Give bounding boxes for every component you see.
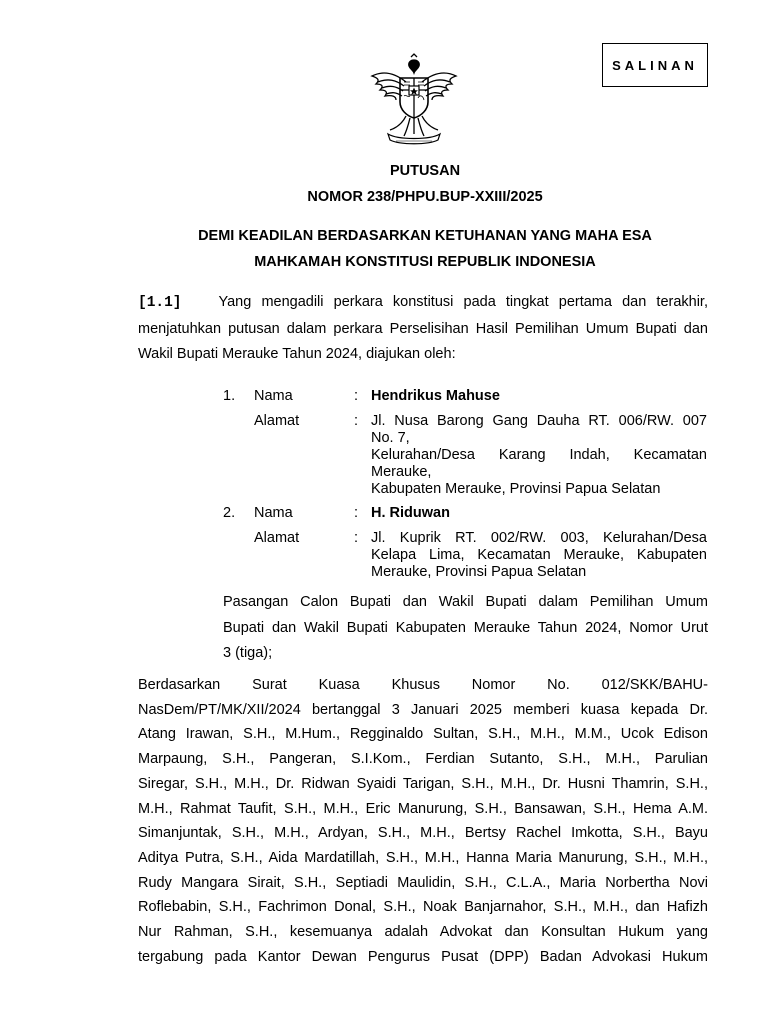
body-line: tergabung pada Kantor Dewan Pengurus Pusat (DPP) Badan Advokasi Hukum bbox=[138, 948, 708, 965]
body-line: Aditya Putra, S.H., Aida Mardatillah, S.H., M.H., Hanna Maria Manurung, S.H., M.H., bbox=[138, 849, 708, 866]
body-line: Marpaung, S.H., Pangeran, S.I.Kom., Ferdian Sutanto, S.H., M.H., Parulian bbox=[138, 751, 708, 768]
address-line: Merauke, bbox=[371, 464, 432, 480]
body-line: Berdasarkan Surat Kuasa Khusus Nomor No. 012/SKK/BAHU- bbox=[138, 677, 708, 693]
address-line: Merauke, Provinsi Papua Selatan bbox=[371, 564, 587, 580]
body-line: Siregar, S.H., M.H., Dr. Ridwan Syaidi Tarigan, S.H., M.H., Dr. Husni Thamrin, S.H., bbox=[138, 775, 708, 792]
party-address-label: Alamat bbox=[254, 413, 300, 429]
candidate-line: Pasangan Calon Bupati dan Wakil Bupati dalam Pemilihan Umum bbox=[223, 594, 708, 610]
power-of-attorney-paragraph bbox=[138, 673, 708, 969]
party-address-label: Alamat bbox=[254, 530, 300, 546]
party-address bbox=[371, 413, 707, 498]
intro-line: [1.1] Yang mengadili perkara konstitusi pada tingkat pertama dan terakhir, bbox=[138, 294, 708, 311]
document-title: PUTUSAN bbox=[389, 163, 461, 179]
party-name: Hendrikus Mahuse bbox=[371, 388, 500, 404]
decision-number: NOMOR 238/PHPU.BUP-XXIII/2025 bbox=[307, 189, 543, 205]
party-address bbox=[371, 530, 707, 581]
intro-line: Wakil Bupati Merauke Tahun 2024, diajukan oleh: bbox=[138, 346, 456, 362]
party-name-label: Nama bbox=[254, 505, 293, 521]
colon: : bbox=[354, 388, 359, 404]
paragraph-index: [1.1] bbox=[138, 295, 182, 311]
body-line: Roflebabin, S.H., Fachrimon Donal, S.H., Noak Banjarnahor, S.H., M.H., dan Hafizh bbox=[138, 899, 708, 916]
address-line: No. 7, bbox=[371, 430, 410, 446]
body-line: Atang Irawan, S.H., M.Hum., Regginaldo Sultan, S.H., M.H., M.M., Ucok Edison bbox=[138, 726, 708, 743]
colon: : bbox=[354, 530, 359, 546]
address-line: Kabupaten Merauke, Provinsi Papua Selatan bbox=[371, 481, 661, 497]
body-line: Nur Rahman, S.H., kesemuanya adalah Advokat dan Konsultan Hukum yang bbox=[138, 924, 708, 941]
address-line: Jl. Nusa Barong Gang Dauha RT. 006/RW. 007 bbox=[371, 413, 707, 429]
party-name-label: Nama bbox=[254, 388, 293, 404]
intro-paragraph bbox=[138, 290, 708, 368]
colon: : bbox=[354, 505, 359, 521]
body-line: Simanjuntak, S.H., M.H., Ardyan, S.H., M.H., Bertsy Rachel Imkotta, S.H., Bayu bbox=[138, 825, 708, 842]
candidate-line: 3 (tiga); bbox=[223, 645, 273, 661]
address-line: Kelapa Lima, Kecamatan Merauke, Kabupaten bbox=[371, 547, 707, 563]
address-line: Jl. Kuprik RT. 002/RW. 003, Kelurahan/Desa bbox=[371, 530, 707, 546]
address-line: Kelurahan/Desa Karang Indah, Kecamatan bbox=[371, 447, 707, 463]
body-line: M.H., Rahmat Taufit, S.H., M.H., Eric Manurung, S.H., Bansawan, S.H., Hema A.M. bbox=[138, 800, 708, 817]
body-line: NasDem/PT/MK/XII/2024 bertanggal 3 Januari 2025 memberi kuasa kepada Dr. bbox=[138, 701, 708, 718]
party-number: 1. bbox=[223, 388, 236, 404]
party-number: 2. bbox=[223, 505, 236, 521]
salinan-stamp bbox=[602, 43, 708, 87]
candidate-line: Bupati dan Wakil Bupati Kabupaten Merauke Tahun 2024, Nomor Urut bbox=[223, 619, 708, 636]
intro-line: menjatuhkan putusan dalam perkara Perselisihan Hasil Pemilihan Umum Bupati dan bbox=[138, 320, 708, 337]
heading-line-1: DEMI KEADILAN BERDASARKAN KETUHANAN YANG MAHA ESA bbox=[198, 228, 652, 244]
party-name: H. Riduwan bbox=[371, 505, 450, 521]
garuda-pancasila-emblem bbox=[366, 52, 462, 152]
heading-line-2: MAHKAMAH KONSTITUSI REPUBLIK INDONESIA bbox=[254, 254, 596, 270]
candidate-paragraph bbox=[223, 590, 708, 667]
stamp-text: SALINAN bbox=[612, 57, 698, 73]
body-line: Rudy Mangara Sirait, S.H., Septiadi Maulidin, S.H., C.L.A., Maria Norbertha Novi bbox=[138, 874, 708, 891]
colon: : bbox=[354, 413, 359, 429]
